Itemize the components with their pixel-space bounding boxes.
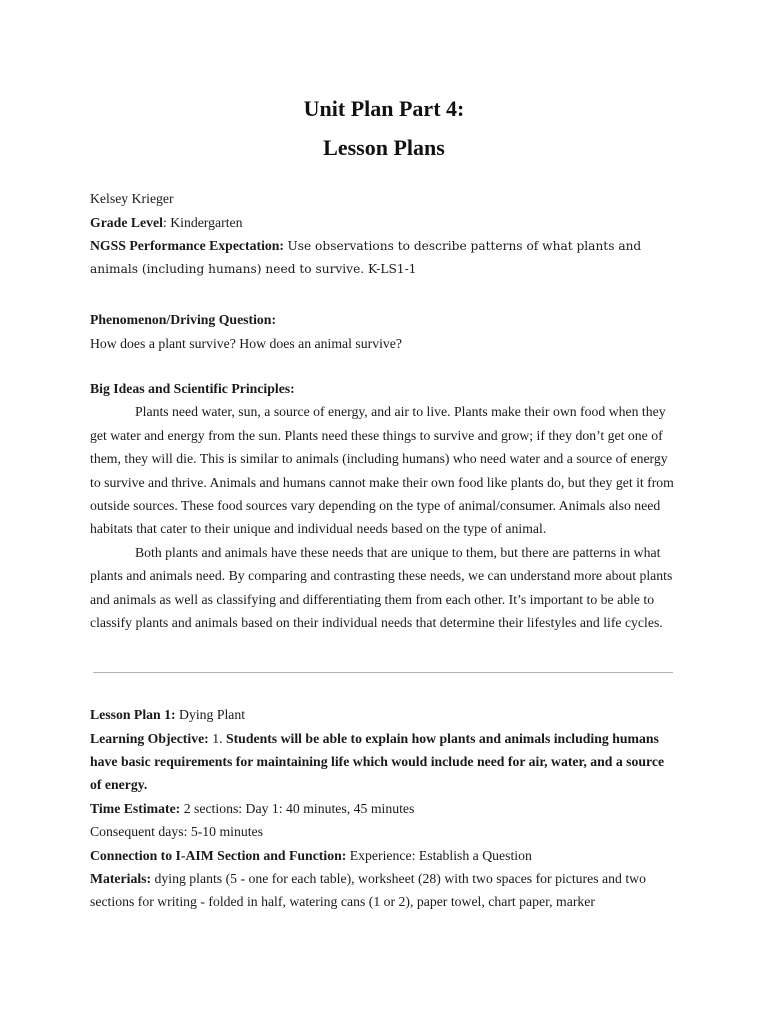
learning-objective-label: Learning Objective:: [90, 730, 209, 746]
materials-line: [90, 890, 710, 913]
learning-objective-line: [90, 750, 710, 773]
learning-objective-line: [90, 773, 710, 796]
ngss-line: [90, 257, 710, 280]
phenomenon-heading: Phenomenon/Driving Question:: [90, 312, 277, 328]
paragraph-line: classify plants and animals based on their individual needs that determine their lifestyles and life cycles.: [90, 614, 663, 630]
time-estimate-label: Time Estimate:: [90, 800, 181, 816]
ngss-label: NGSS Performance Expectation:: [90, 238, 284, 254]
paragraph-line: to survive and thrive. Animals and humans cannot make their own food like plants do, but they get it from: [90, 474, 674, 490]
grade-level-line: [90, 211, 710, 234]
learning-objective-number: 1.: [212, 730, 223, 746]
time-estimate-value: 2 sections: Day 1: 40 minutes, 45 minutes: [183, 800, 415, 816]
connection-line: [90, 844, 710, 867]
connection-label: Connection to I-AIM Section and Function:: [90, 847, 347, 863]
phenomenon-section: [90, 308, 710, 355]
document-header-info: [90, 187, 710, 281]
phenomenon-question: How does a plant survive? How does an animal survive?: [90, 335, 402, 351]
ngss-line: [90, 234, 710, 257]
time-estimate-line: [90, 797, 710, 820]
learning-objective-text: Students will be able to explain how plants and animals including humans: [225, 730, 659, 746]
learning-objective-text: of energy.: [90, 777, 148, 793]
lesson-plan-name: Dying Plant: [179, 707, 246, 723]
big-ideas-heading: Big Ideas and Scientific Principles:: [90, 381, 295, 396]
lesson-plan-label: Lesson Plan 1:: [90, 707, 176, 723]
learning-objective-line: [90, 727, 710, 750]
paragraph-line: Both plants and animals have these needs that are unique to them, but there are patterns in what: [135, 544, 661, 560]
learning-objective-text: have basic requirements for maintaining life which would include need for air, water, and a source: [90, 754, 665, 770]
big-ideas-section: [90, 377, 710, 634]
document-title: Unit Plan Part 4:: [303, 95, 465, 121]
paragraph-line: Plants need water, sun, a source of energy, and air to live. Plants make their own food when they: [135, 404, 666, 420]
paragraph-line: outside sources. These food sources vary depending on the type of animal/consumer. Animals also need: [90, 497, 661, 513]
lesson-plan-section: [90, 703, 710, 914]
materials-label: Materials:: [90, 871, 152, 887]
section-heading: [90, 308, 710, 331]
grade-level-separator: :: [162, 214, 167, 230]
section-heading: [90, 377, 710, 400]
grade-level-value: Kindergarten: [170, 214, 243, 230]
time-estimate-continuation: Consequent days: 5-10 minutes: [90, 824, 264, 840]
ngss-text: animals (including humans) need to survive. K-LS1-1: [90, 262, 417, 277]
paragraph-line: get water and energy from the sun. Plants need these things to survive and grow; if they don’t get one of: [90, 427, 663, 443]
materials-text: dying plants (5 - one for each table), worksheet (28) with two spaces for pictures and two: [154, 871, 646, 887]
author-name: Kelsey Krieger: [90, 191, 174, 207]
lesson-plan-title-line: [90, 703, 710, 726]
paragraph-line: them, they will die. This is similar to animals (including humans) who need water and a source of energy: [90, 451, 668, 467]
paragraph-line: plants and animals need. By comparing and contrasting these needs, we can understand more about plants: [90, 568, 673, 584]
materials-text: sections for writing - folded in half, watering cans (1 or 2), paper towel, chart paper, marker: [90, 894, 595, 910]
title-block: [0, 89, 768, 167]
grade-level-label: Grade Level: [90, 214, 163, 230]
ngss-text: Use observations to describe patterns of what plants and: [287, 239, 642, 254]
materials-line: [90, 867, 710, 890]
paragraph-line: habitats that cater to their unique and individual needs based on the type of animal.: [90, 521, 547, 537]
paragraph-line: and animals as well as classifying and differentiating them from each other. It’s important to be able to: [90, 591, 655, 607]
connection-value: Experience: Establish a Question: [349, 847, 532, 863]
horizontal-divider: [93, 672, 673, 673]
document-subtitle: Lesson Plans: [323, 134, 445, 160]
